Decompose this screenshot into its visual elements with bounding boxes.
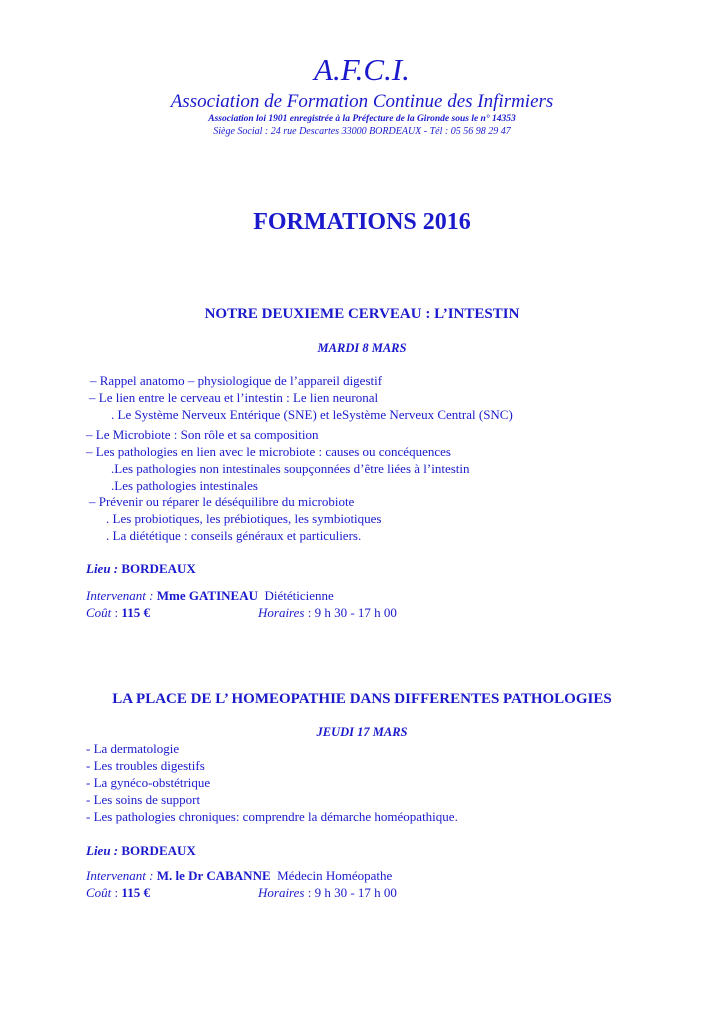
intervenant-label: Intervenant : — [86, 868, 154, 883]
lieu-label: Lieu : — [86, 843, 119, 858]
cout-line — [86, 605, 150, 621]
program-line: . La diététique : conseils généraux et particuliers. — [106, 528, 362, 543]
cout-value: 115 € — [121, 885, 150, 900]
org-registration: Association loi 1901 enregistrée à la Préfecture de la Gironde sous le n° 14353 — [208, 114, 516, 124]
program-line: . Les probiotiques, les prébiotiques, les symbiotiques — [106, 511, 382, 526]
lieu-line — [86, 561, 196, 577]
lieu-line — [86, 843, 196, 859]
cout-line — [86, 885, 150, 901]
section-title-homeopathie: LA PLACE DE L’ HOMEOPATHIE DANS DIFFERENTES PATHOLOGIES — [112, 691, 612, 707]
program-line: . Le Système Nerveux Entérique (SNE) et leSystème Nerveux Central (SNC) — [111, 407, 513, 422]
program-line: - Les troubles digestifs — [86, 758, 205, 773]
horaires-value: : 9 h 30 - 17 h 00 — [304, 605, 397, 620]
cout-label: Coût — [86, 885, 112, 900]
intervenant-role: Diététicienne — [264, 588, 334, 603]
intervenant-role: Médecin Homéopathe — [277, 868, 393, 883]
cout-value: 115 € — [121, 605, 150, 620]
section-date-intestin: MARDI 8 MARS — [317, 341, 407, 355]
org-acronym: A.F.C.I. — [314, 52, 410, 87]
lieu-value: BORDEAUX — [121, 561, 196, 576]
program-line: – Prévenir ou réparer le déséquilibre du microbiote — [89, 494, 355, 509]
horaires-label: Horaires — [258, 605, 305, 620]
horaires-line — [258, 605, 397, 621]
program-line: - Les soins de support — [86, 792, 201, 807]
program-line: – Les pathologies en lien avec le microbiote : causes ou concéquences — [86, 444, 451, 459]
program-line: – Le Microbiote : Son rôle et sa composition — [86, 427, 319, 442]
cout-separator: : — [111, 885, 122, 900]
program-line: - La dermatologie — [86, 741, 180, 756]
intervenant-label: Intervenant : — [86, 588, 154, 603]
org-name: Association de Formation Continue des Infirmiers — [170, 91, 554, 112]
horaires-value: : 9 h 30 - 17 h 00 — [304, 885, 397, 900]
horaires-label: Horaires — [258, 885, 305, 900]
program-line: – Le lien entre le cerveau et l’intestin : Le lien neuronal — [89, 390, 379, 405]
lieu-value: BORDEAUX — [121, 843, 196, 858]
page-title: FORMATIONS 2016 — [253, 209, 471, 235]
program-line: - Les pathologies chroniques: comprendre la démarche homéopathique. — [86, 809, 458, 824]
cout-separator: : — [111, 605, 122, 620]
program-line: - La gynéco-obstétrique — [86, 775, 211, 790]
org-address: Siège Social : 24 rue Descartes 33000 BORDEAUX - Tél : 05 56 98 29 47 — [213, 126, 511, 137]
section-title-intestin: NOTRE DEUXIEME CERVEAU : L’INTESTIN — [204, 306, 520, 322]
intervenant-name: Mme GATINEAU — [156, 588, 258, 603]
intervenant-name: M. le Dr CABANNE — [156, 868, 271, 883]
program-line: – Rappel anatomo – physiologique de l’appareil digestif — [90, 373, 383, 388]
section-date-homeopathie: JEUDI 17 MARS — [316, 725, 408, 739]
intervenant-line — [86, 868, 392, 884]
program-line: .Les pathologies intestinales — [111, 478, 258, 493]
cout-label: Coût — [86, 605, 112, 620]
horaires-line — [258, 885, 397, 901]
intervenant-line — [86, 588, 334, 604]
program-line: .Les pathologies non intestinales soupçonnées d’être liées à l’intestin — [111, 461, 470, 476]
lieu-label: Lieu : — [86, 561, 119, 576]
